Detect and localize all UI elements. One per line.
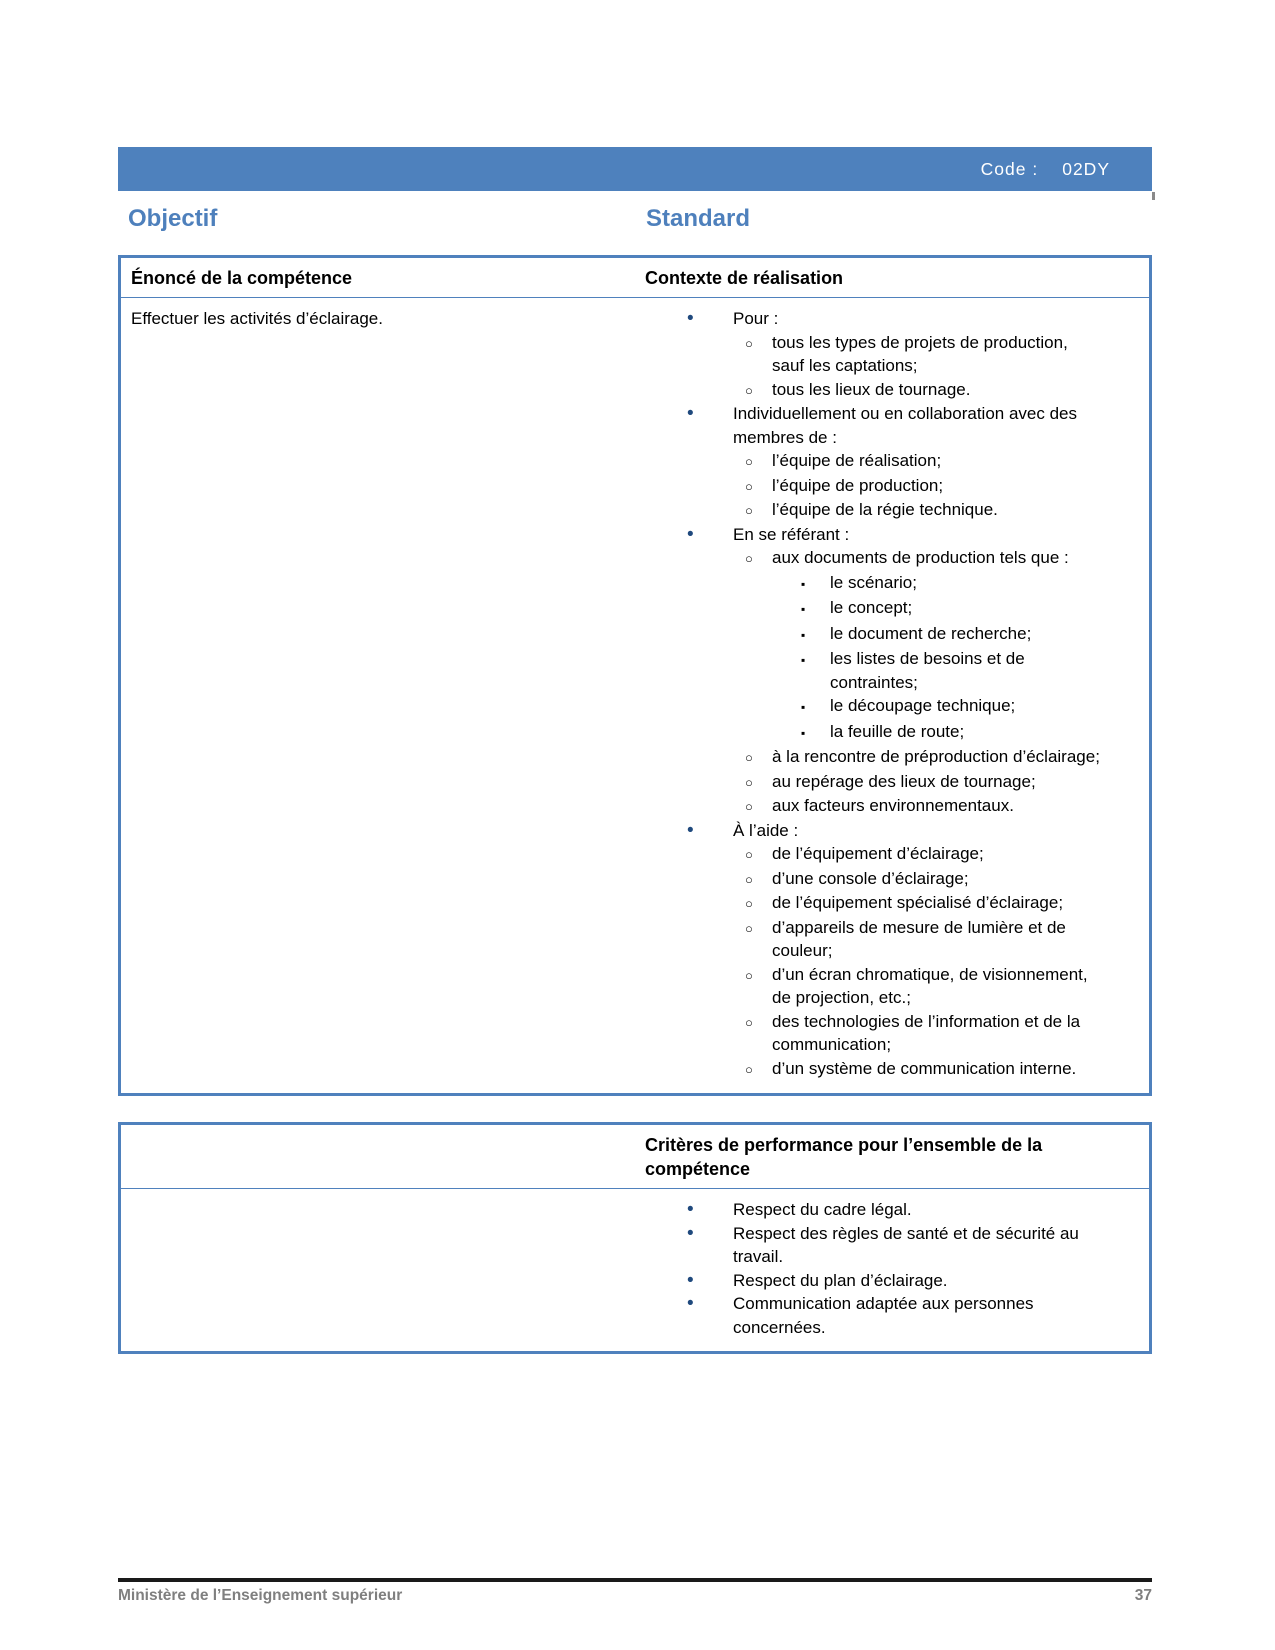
disc-bullet-icon: • bbox=[687, 1269, 694, 1291]
list-item bbox=[645, 891, 1104, 916]
list-item bbox=[645, 819, 1104, 843]
list-item-text: Respect du plan d’éclairage. bbox=[733, 1270, 948, 1290]
list-item bbox=[645, 474, 1104, 499]
list-item bbox=[645, 963, 1104, 1010]
square-bullet-icon: ▪ bbox=[801, 576, 806, 591]
circle-bullet-icon: ○ bbox=[745, 847, 753, 862]
list-item-text: Pour : bbox=[733, 309, 779, 328]
list-item-text: Respect du cadre légal. bbox=[733, 1200, 912, 1219]
code-bar bbox=[118, 147, 1152, 191]
list-item bbox=[645, 745, 1104, 770]
list-item bbox=[645, 794, 1104, 819]
list-item bbox=[645, 1010, 1104, 1057]
enonce-header: Énoncé de la compétence bbox=[131, 268, 353, 288]
square-bullet-icon: ▪ bbox=[801, 700, 806, 714]
circle-bullet-icon: ○ bbox=[745, 774, 753, 790]
list-item bbox=[645, 916, 1104, 963]
criteria-body-empty-cell bbox=[121, 1189, 635, 1351]
square-bullet-icon: ▪ bbox=[801, 602, 806, 616]
list-item-text: au repérage des lieux de tournage; bbox=[772, 771, 1036, 791]
list-item-text: de l’équipement spécialisé d’éclairage; bbox=[772, 893, 1064, 912]
list-item bbox=[645, 378, 1104, 403]
list-item-text: Communication adaptée aux personnes concernées. bbox=[733, 1294, 1034, 1337]
list-item bbox=[645, 770, 1104, 795]
list-item-text: à la rencontre de préproduction d’éclairage; bbox=[772, 747, 1100, 766]
criteria-header: Critères de performance pour l’ensemble de la compétence bbox=[645, 1135, 1043, 1179]
contexte-list bbox=[645, 307, 1104, 1081]
code-label: Code : bbox=[980, 158, 1039, 179]
circle-bullet-icon: ○ bbox=[745, 750, 753, 765]
list-item-text: de l’équipement d’éclairage; bbox=[772, 844, 984, 863]
criteria-header-cell bbox=[635, 1125, 1149, 1188]
criteria-table-header-row bbox=[121, 1125, 1149, 1189]
list-item-text: la feuille de route; bbox=[830, 721, 965, 741]
circle-bullet-icon: ○ bbox=[745, 503, 753, 518]
disc-bullet-icon: • bbox=[687, 819, 694, 841]
competence-table-header-row bbox=[121, 258, 1149, 298]
circle-bullet-icon: ○ bbox=[745, 478, 753, 494]
list-item-text: tous les lieux de tournage. bbox=[772, 379, 971, 399]
list-item bbox=[645, 867, 1104, 892]
list-item-text: En se référant : bbox=[733, 524, 850, 544]
competence-statement: Effectuer les activités d’éclairage. bbox=[131, 309, 383, 328]
competence-table-body-row bbox=[121, 298, 1149, 1093]
disc-bullet-icon: • bbox=[687, 1199, 694, 1220]
list-item bbox=[645, 1222, 1104, 1269]
enonce-body-cell bbox=[121, 298, 635, 1093]
list-item bbox=[645, 331, 1104, 378]
list-item-text: d’un système de communication interne. bbox=[772, 1058, 1077, 1078]
bar-end-tick bbox=[1152, 192, 1155, 200]
list-item bbox=[645, 647, 1104, 694]
enonce-header-cell bbox=[121, 258, 635, 297]
circle-bullet-icon: ○ bbox=[745, 335, 753, 351]
list-item bbox=[645, 720, 1104, 746]
disc-bullet-icon: • bbox=[687, 403, 694, 424]
list-item bbox=[645, 1057, 1104, 1082]
criteria-header-empty-cell bbox=[121, 1125, 635, 1188]
list-item-text: aux documents de production tels que : bbox=[772, 548, 1069, 567]
list-item-text: À l’aide : bbox=[733, 820, 799, 840]
criteria-body-cell bbox=[635, 1189, 1149, 1351]
list-item-text: d’un écran chromatique, de visionnement, de projection, etc.; bbox=[772, 964, 1088, 1007]
list-item-text: l’équipe de production; bbox=[772, 475, 944, 495]
list-item-text: des technologies de l’information et de la communication; bbox=[772, 1011, 1081, 1054]
disc-bullet-icon: • bbox=[687, 308, 694, 329]
competence-table bbox=[118, 255, 1152, 1096]
circle-bullet-icon: ○ bbox=[745, 1014, 753, 1030]
objectif-heading: Objectif bbox=[128, 205, 218, 232]
criteria-table bbox=[118, 1122, 1152, 1354]
list-item-text: le document de recherche; bbox=[830, 623, 1032, 643]
disc-bullet-icon: • bbox=[687, 523, 694, 545]
list-item bbox=[645, 546, 1104, 571]
criteria-list bbox=[645, 1198, 1104, 1339]
list-item-text: l’équipe de la régie technique. bbox=[772, 500, 998, 519]
standard-heading: Standard bbox=[646, 205, 751, 232]
footer-page-number: 37 bbox=[1134, 1587, 1152, 1604]
circle-bullet-icon: ○ bbox=[745, 454, 753, 469]
circle-bullet-icon: ○ bbox=[745, 920, 753, 936]
list-item bbox=[645, 307, 1104, 331]
list-item-text: l’équipe de réalisation; bbox=[772, 451, 942, 470]
list-item bbox=[645, 498, 1104, 523]
circle-bullet-icon: ○ bbox=[745, 967, 753, 983]
list-item-text: le découpage technique; bbox=[830, 696, 1016, 715]
list-item bbox=[645, 1269, 1104, 1293]
list-item bbox=[645, 571, 1104, 597]
list-item-text: les listes de besoins et de contraintes; bbox=[830, 649, 1025, 692]
circle-bullet-icon: ○ bbox=[745, 799, 753, 814]
list-item-text: d’appareils de mesure de lumière et de couleur; bbox=[772, 917, 1066, 960]
criteria-table-body-row bbox=[121, 1189, 1149, 1351]
section-headings-row bbox=[118, 205, 1152, 237]
list-item-text: le scénario; bbox=[830, 572, 917, 592]
list-item bbox=[645, 402, 1104, 449]
list-item-text: tous les types de projets de production, sauf les captations; bbox=[772, 332, 1068, 375]
page-footer bbox=[118, 1578, 1152, 1605]
circle-bullet-icon: ○ bbox=[745, 551, 753, 566]
list-item bbox=[645, 842, 1104, 867]
square-bullet-icon: ▪ bbox=[801, 627, 806, 642]
square-bullet-icon: ▪ bbox=[801, 725, 806, 740]
circle-bullet-icon: ○ bbox=[745, 871, 753, 887]
list-item bbox=[645, 694, 1104, 720]
disc-bullet-icon: • bbox=[687, 1222, 694, 1244]
square-bullet-icon: ▪ bbox=[801, 653, 806, 667]
list-item bbox=[645, 622, 1104, 648]
list-item-text: aux facteurs environnementaux. bbox=[772, 796, 1014, 815]
contexte-header-cell bbox=[635, 258, 1149, 297]
code-value: 02DY bbox=[1062, 158, 1110, 179]
contexte-header: Contexte de réalisation bbox=[645, 268, 844, 288]
list-item bbox=[645, 1198, 1104, 1222]
footer-ministry: Ministère de l’Enseignement supérieur bbox=[118, 1587, 403, 1604]
list-item-text: le concept; bbox=[830, 598, 913, 617]
list-item-text: Respect des règles de santé et de sécurité au travail. bbox=[733, 1223, 1079, 1266]
disc-bullet-icon: • bbox=[687, 1293, 694, 1314]
list-item bbox=[645, 523, 1104, 547]
list-item bbox=[645, 596, 1104, 622]
list-item-text: d’une console d’éclairage; bbox=[772, 868, 969, 888]
circle-bullet-icon: ○ bbox=[745, 1061, 753, 1077]
contexte-body-cell bbox=[635, 298, 1149, 1093]
circle-bullet-icon: ○ bbox=[745, 382, 753, 398]
list-item-text: Individuellement ou en collaboration avec des membres de : bbox=[733, 404, 1078, 447]
list-item bbox=[645, 1292, 1104, 1339]
list-item bbox=[645, 449, 1104, 474]
circle-bullet-icon: ○ bbox=[745, 896, 753, 911]
